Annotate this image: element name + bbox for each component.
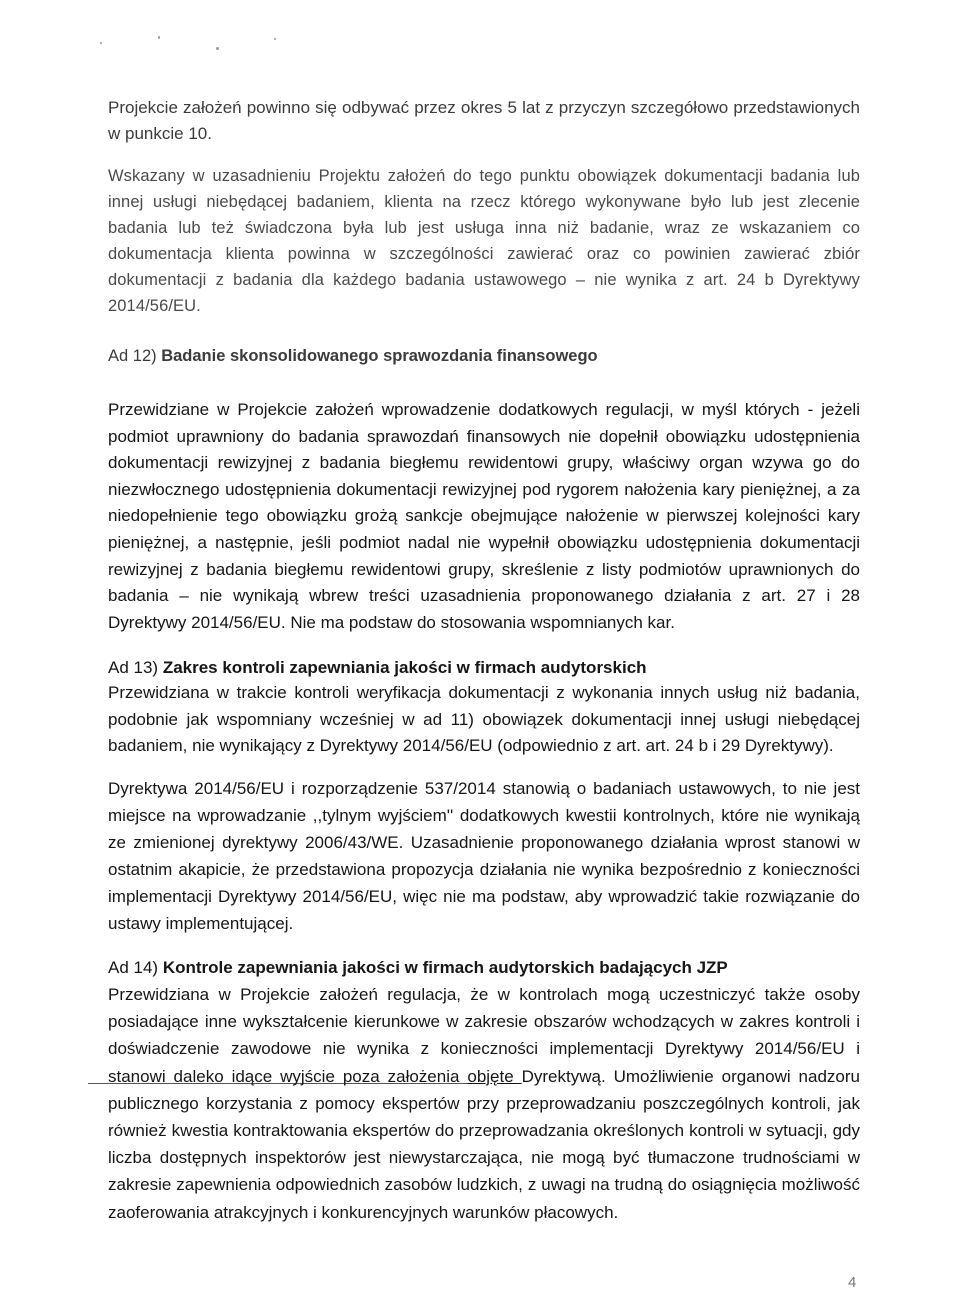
section-heading-ad14 <box>108 955 728 981</box>
paragraph-ad12-body: Przewidziane w Projekcie założeń wprowadzenie dodatkowych regulacji, w myśl których - jeżeli podmiot uprawniony do badania sprawozdań finansowych nie dopełnił obowiązku udostępnienia dokumentacji rewizyjnej z badania biegłemu rewidentowi grupy, właściwy organ wzywa go do niezwłocznego udostępnienia dokumentacji rewizyjnej pod rygorem nałożenia kary pieniężnej, a za niedopełnienie tego obowiązku grożą sankcje obejmujące nałożenie w pierwszej kolejności kary pieniężnej, a następnie, jeśli podmiot nadal nie wypełnił obowiązku udostępnienia dokumentacji rewizyjnej z badania biegłemu rewidentowi grupy, skreślenie z listy podmiotów uprawnionych do badania – nie wynikają wbrew treści uzasadnienia proponowanego działania z art. 27 i 28 Dyrektywy 2014/56/EU. Nie ma podstaw do stosowania wspomnianych kar. <box>108 400 860 632</box>
section-title: Badanie skonsolidowanego sprawozdania finansowego <box>161 347 598 365</box>
section-heading-ad12 <box>108 343 598 369</box>
paragraph-documentation-obligation: Wskazany w uzasadnieniu Projektu założeń do tego punktu obowiązek dokumentacji badania lub innej usługi niebędącej badaniem, klienta na rzecz którego wykonywane było lub jest zlecenie badania lub też świadczona była lub jest usługa inna niż badanie, wraz ze wskazaniem co dokumentacja klienta powinna w szczególności zawierać oraz co powinien zawierać zbiór dokumentacji z badania dla każdego badania ustawowego – nie wynika z art. 24 b Dyrektywy 2014/56/EU. <box>108 167 860 315</box>
section-number: Ad 14) <box>108 958 163 977</box>
scan-speck <box>274 38 276 40</box>
paragraph-ad14-body <box>108 981 860 1226</box>
paragraph-text: Przewidziana w Projekcie założeń regulacja, że w kontrolach mogą uczestniczyć także osoby posiadające inne wykształcenie kierunkowe w zakresie obszarów wchodzących w zakres kontroli i doświadczenie zawodowe nie wynika z konieczności implementacji Dyrektywy 2014/56/EU i stanowi daleko idące wyjście poza założenia <box>108 985 860 1086</box>
paragraph-text: Dyrektywą. Umożliwienie organowi nadzoru publicznego korzystania z pomocy ekspertów przy przeprowadzaniu poszczególnych kontroli, jak również kwestia kontraktowania ekspertów do przeprowadzania określonych kontroli w sytuacji, gdy liczba dostępnych inspektorów jest niewystarczająca, nie mogą być tłumaczone trudnościami w zakresie zapewnienia odpowiednich zasobów ludzkich, z uwagi na trudną do osiągnięcia możliwość zaoferowania atrakcyjnych i konkurencyjnych warunków płacowych. <box>108 1066 860 1222</box>
section-title: Kontrole zapewniania jakości w firmach audytorskich badających JZP <box>162 958 728 977</box>
section-number: Ad 13) <box>108 658 163 677</box>
scan-speck <box>216 47 219 50</box>
paragraph-directive-note: Dyrektywa 2014/56/EU i rozporządzenie 537/2014 stanowią o badaniach ustawowych, to nie jest miejsce na wprowadzanie ,,tylnym wyjściem'' dodatkowych kwestii kontrolnych, które nie wynikają ze zmienionej dyrektywy 2006/43/WE. Uzasadnienie proponowanego działania wprost stanowi w ostatnim akapicie, że przedstawiona propozycja działania nie wynika bezpośrednio z konieczności implementacji Dyrektywy 2014/56/EU, więc nie ma podstaw, aby wprowadzić takie rozwiązanie do ustawy implementującej. <box>108 779 860 933</box>
scan-speck <box>158 36 160 39</box>
scan-speck <box>100 42 102 44</box>
section-number: Ad 12) <box>108 347 162 365</box>
section-heading-ad13 <box>108 655 647 681</box>
underlined-word: objęte <box>467 1066 522 1086</box>
section-title: Zakres kontroli zapewniania jakości w firmach audytorskich <box>162 658 647 677</box>
paragraph-intro: Projekcie założeń powinno się odbywać przez okres 5 lat z przyczyn szczegółowo przedstawionych w punkcie 10. <box>108 98 860 143</box>
page-number: 4 <box>848 1274 857 1291</box>
paragraph-ad13-body: Przewidziana w trakcie kontroli weryfikacja dokumentacji z wykonania innych usług niż badania, podobnie jak wspomniany wcześniej w ad 11) obowiązek dokumentacji innej usługi niebędącej badaniem, nie wynikający z Dyrektywy 2014/56/EU (odpowiednio z art. art. 24 b i 29 Dyrektywy). <box>108 683 860 755</box>
